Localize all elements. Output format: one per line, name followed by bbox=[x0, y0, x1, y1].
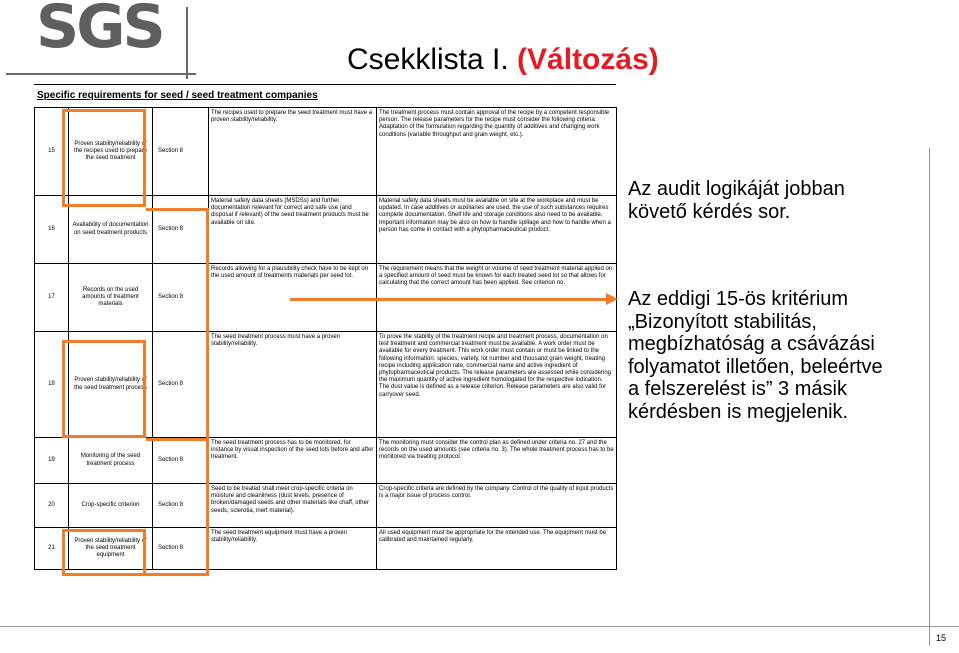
row-explanation: Crop-specific criteria are defined by the company. Control of the quality of input products is a major issue of process control. bbox=[377, 484, 617, 528]
row-criterion: Monitoring of the seed treatment process bbox=[69, 438, 153, 484]
row-explanation: The monitoring must consider the control plan as defined under criteria no. 27 and the records on the used amounts (see criteria no. 3). The whole treatment process has to be monitored via treating protocol. bbox=[377, 438, 617, 484]
arrow-head-icon bbox=[606, 293, 618, 305]
connector-top bbox=[146, 208, 209, 211]
row-requirement: The seed treatment process must have a proven stability/reliability. bbox=[209, 332, 377, 438]
row-explanation: To prove the stability of the treatment recipe and treatment process, documentation on test treatment and commercial treatment must be available. A work order must be available for every treatment. This work order must contain or must be linked to the following information: species, variety, lot number and thousand grain weight, treating recipe including application rate, commercial name and active ingredient of phytopharmaceutical products. The release parameters are assessed while considering the maximum quantity of active ingredient homologated for the respective indication. The dust value is defined as a release criterion. Release parameters are also valid for carryover seed. bbox=[377, 332, 617, 438]
row-criterion: Proven stability/reliability of the seed treatment process bbox=[69, 332, 153, 438]
row-criterion: Proven stability/reliability of the recipes used to prepare the seed treatment bbox=[69, 108, 153, 196]
note-line: megbízhatóság a csávázási bbox=[628, 333, 875, 355]
row-criterion: Proven stability/reliability of the seed treatment equipment bbox=[69, 528, 153, 570]
highlight-box-criterion-15 bbox=[62, 109, 146, 207]
note-line: követő kérdés sor. bbox=[628, 200, 791, 223]
highlight-box-criterion-21 bbox=[62, 529, 146, 576]
note-line: kérdésben is megjelenik. bbox=[628, 400, 849, 423]
row-requirement: The seed treatment process has to be monitored, for instance by visual inspection of the seed lots before and after treatment. bbox=[209, 438, 377, 484]
connector-middle bbox=[146, 438, 209, 441]
row-criterion: Crop-specific criterion bbox=[69, 484, 153, 528]
row-number: 21 bbox=[35, 528, 69, 570]
row-number: 17 bbox=[35, 264, 69, 332]
row-explanation: All used equipment must be appropriate for the intended use. The equipment must be calibrated and maintained regularly. bbox=[377, 528, 617, 570]
note-audit-logic bbox=[628, 178, 845, 223]
table-row bbox=[35, 484, 617, 528]
row-section: Section 8 bbox=[153, 484, 209, 528]
note-line: Az audit logikáját jobban bbox=[628, 178, 845, 200]
table-heading: Specific requirements for seed / seed treatment companies bbox=[37, 90, 318, 101]
row-number: 19 bbox=[35, 438, 69, 484]
logo-text: SGS bbox=[36, 0, 163, 62]
row-section: Section 8 bbox=[153, 108, 209, 196]
row-requirement: Material safety data sheets (MSDSs) and further documentation relevant for correct and safe use (and disposal if relevant) of the seed treatment products must be available on site. bbox=[209, 196, 377, 264]
row-number: 15 bbox=[35, 108, 69, 196]
row-number: 16 bbox=[35, 196, 69, 264]
row-section: Section 8 bbox=[153, 196, 209, 264]
footer-divider bbox=[0, 626, 959, 627]
row-number: 20 bbox=[35, 484, 69, 528]
table-row bbox=[35, 438, 617, 484]
row-criterion: Availability of documentation on seed treatment products bbox=[69, 196, 153, 264]
logo-horizontal-rule bbox=[6, 73, 196, 75]
note-line: „Bizonyított stabilitás, bbox=[628, 310, 817, 333]
row-explanation: The treatment process must contain approval of the recipe by a competent responsible person. The release parameters for the recipe must consider the following criteria: Adaptation of the formulation regarding the quantity of additives and changing work conditions (variable throughput and grain weight, etc.). bbox=[377, 108, 617, 196]
title-highlight: (Változás) bbox=[517, 43, 659, 76]
row-section: Section 8 bbox=[153, 264, 209, 332]
note-line: Az eddigi 15-ös kritérium bbox=[628, 288, 849, 310]
row-requirement: The seed treatment equipment must have a proven stability/reliability. bbox=[209, 528, 377, 570]
row-requirement: The recipes used to prepare the seed treatment must have a proven stability/reliability. bbox=[209, 108, 377, 196]
row-section: Section 8 bbox=[153, 528, 209, 570]
slide-title bbox=[347, 43, 659, 77]
row-explanation: The requirement means that the weight or volume of seed treatment material applied on a specified amount of seed must be known for each treated seed lot so that allows for calculating that the correct amount has been applied. See criterion no. bbox=[377, 264, 617, 332]
row-section: Section 8 bbox=[153, 438, 209, 484]
note-line: a felszerelést is” 3 másik bbox=[628, 378, 847, 400]
row-requirement: Records allowing for a plausibility check have to be kept on the used amount of treatments materials per seed lot. bbox=[209, 264, 377, 332]
title-main: Csekklista I. bbox=[347, 43, 518, 76]
arrow-shaft bbox=[290, 298, 606, 301]
note-criterion-15 bbox=[628, 288, 883, 423]
logo-vertical-rule bbox=[186, 7, 188, 79]
note-line: folyamatot illetően, beleértve bbox=[628, 355, 883, 378]
right-divider bbox=[929, 148, 930, 646]
page-number: 15 bbox=[936, 633, 947, 643]
row-requirement: Seed to be treated shall meet crop-specific criteria on moisture and cleanliness (dust levels, presence of broken/damaged seeds and other materials like chaff, other seeds, sclerotia, inert material). bbox=[209, 484, 377, 528]
row-criterion: Records on the used amounts of treatment materials bbox=[69, 264, 153, 332]
row-section: Section 8 bbox=[153, 332, 209, 438]
connector-vertical bbox=[206, 208, 209, 573]
row-explanation: Material safety data sheets must be available on site at the workplace and must be updated. In case additives or auxiliaries are used, the use of such substances requires complete documentation. Shelf life and storage conditions also need to be available. Important information may be also on how to handle spillage and how to handle when a person has come in contact with a phytopharmaceutical product. bbox=[377, 196, 617, 264]
row-number: 18 bbox=[35, 332, 69, 438]
highlight-box-criterion-18 bbox=[62, 340, 146, 438]
sgs-logo bbox=[6, 0, 196, 81]
connector-bottom bbox=[146, 573, 209, 576]
